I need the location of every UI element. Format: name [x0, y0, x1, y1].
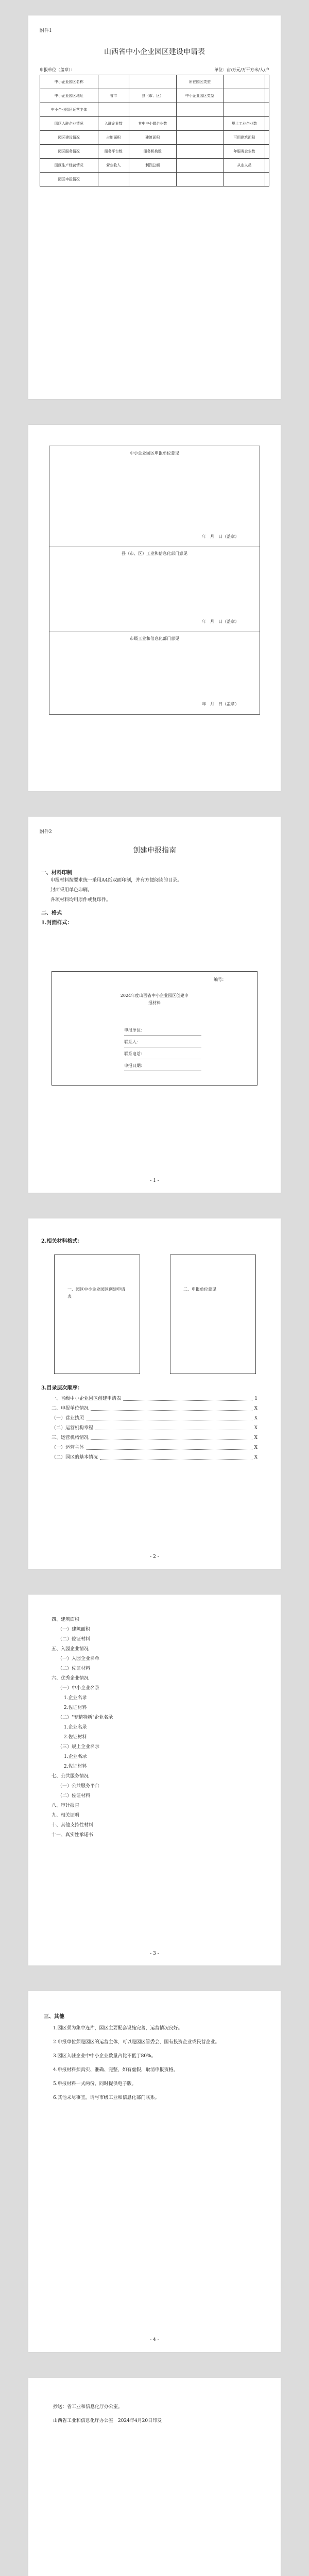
toc-leader [123, 1394, 252, 1401]
paragraph: 1.园区须为集中连片，园区主要配套设施完善，运营情况良好。 [53, 2026, 183, 2031]
table-cell [224, 89, 265, 103]
toc-entry-title: 三、运营机构情况 [52, 1435, 89, 1440]
paragraph: 2.申报单位须是园区的运营主体，可以是园区管委会、国有投资企业或民营企业。 [53, 2040, 220, 2045]
toc-entry-page: X [254, 1406, 258, 1411]
toc-line: （一）入园企业名单 [58, 1656, 100, 1662]
table-cell: 中小企业园区运营主体 [40, 103, 98, 117]
opinion-frame [49, 446, 260, 715]
toc-line: 五、入园企业情况 [52, 1647, 89, 1652]
toc-leader [100, 1453, 252, 1460]
signature-applicant: 年 月 日（盖章） [202, 534, 239, 539]
toc-entry [52, 1433, 258, 1443]
table-cell [224, 103, 265, 117]
application-table [40, 75, 269, 187]
table-cell: 服务平台数 [98, 145, 129, 159]
paragraph: 各项材料均用原件或复印件。 [50, 897, 111, 903]
paragraph-list [44, 2024, 265, 2103]
format-box-label: 二、申报单位意见 [183, 1287, 216, 1292]
toc-line: 八、审计报告 [52, 1803, 80, 1808]
page-title: 山西省中小企业园区建设申请表 [104, 48, 205, 56]
section-heading: 3.目录层次顺序： [41, 1385, 83, 1391]
toc-entry-page: X [254, 1445, 258, 1450]
table-cell: 园区建设情况 [40, 131, 98, 145]
table-cell: 规上工业企业数 [224, 117, 265, 131]
toc-line: （一）建筑面积 [58, 1627, 91, 1632]
cover-code: 编号： [214, 977, 226, 982]
toc-entry-title: （二）园区的基本情况 [52, 1455, 98, 1460]
section-heading: 三、其他 [44, 2014, 64, 2020]
opinion-header-city: 市级工业和信息化部门意见 [130, 636, 179, 641]
table-cell [98, 103, 129, 117]
toc-entry [52, 1453, 258, 1463]
toc-leader [86, 1414, 252, 1420]
table-row [40, 75, 269, 89]
paragraph: 抄送：省工业和信息化厅办公室。 [53, 2404, 123, 2410]
toc-entry-page: X [254, 1416, 258, 1421]
table-cell [265, 131, 269, 145]
table-cell: 营业收入 [98, 159, 129, 173]
page-number: - 2 - [150, 1554, 159, 1560]
table-cell [265, 173, 269, 187]
toc-line: （二）"专精特新"企业名录 [58, 1715, 113, 1720]
toc [41, 1394, 268, 1463]
table-cell [265, 159, 269, 173]
table-row [40, 89, 269, 103]
toc-entry [52, 1404, 258, 1414]
table-cell: 占地面积 [98, 131, 129, 145]
attachment-label: 附件1 [40, 28, 52, 33]
toc-leader [91, 1404, 252, 1411]
format-box-label: 一、园区中小企业园区创建申请表 [67, 1287, 125, 1299]
toc-entry-page: X [254, 1426, 258, 1431]
paragraph: 5.申报材料一式两份，同时提供电子版。 [53, 2081, 136, 2087]
table-cell [224, 75, 265, 89]
paragraph: 6.其他未尽事宜，请与市级工业和信息化部门联系。 [53, 2095, 160, 2100]
paragraph: 申报材料按要求统一采用A4纸双面印制，并有方便阅读的目录。 [50, 878, 182, 883]
table-cell [176, 145, 224, 159]
cover-field: 联系电话： [124, 1049, 201, 1059]
opinion-header-applicant: 中小企业园区申报单位意见 [130, 451, 179, 455]
table-cell: 年服务企业数 [224, 145, 265, 159]
section-heading: 二、格式 [41, 910, 62, 916]
toc-line: （一）中小企业名录 [58, 1686, 100, 1691]
table-cell: 中小企业园区名称 [40, 75, 98, 89]
toc-entry [52, 1443, 258, 1453]
section-heading: 一、材料印制 [41, 870, 72, 876]
toc-entry-title: 二、申报单位情况 [52, 1406, 89, 1411]
table-cell: 园区服务情况 [40, 145, 98, 159]
toc-line: 九、相关证明 [52, 1813, 80, 1818]
cover-title: 2024年度山西省中小企业园区创建申报材料 [120, 993, 189, 1005]
table-cell: 建筑面积 [129, 131, 176, 145]
page-5 [28, 1595, 281, 1965]
table-cell [265, 145, 269, 159]
table-cell [265, 103, 269, 117]
table-cell [176, 173, 224, 187]
paragraph-list [44, 2398, 265, 2426]
opinion-header-county: 县（市、区）工业和信息化部门意见 [122, 551, 187, 556]
toc-leader [95, 1423, 252, 1430]
section-heading: 1.封面样式： [41, 920, 73, 926]
cover-field: 联系人： [124, 1038, 201, 1047]
toc-continued [52, 1615, 258, 1840]
table-cell: 其中中小微企业数 [129, 117, 176, 131]
table-cell [265, 75, 269, 89]
header-left: 申报单位（盖章）： [40, 67, 75, 72]
cover-field: 申报单位： [124, 1026, 201, 1036]
toc-entry-page: 1 [254, 1396, 258, 1401]
header-right: 单位：亩/万元/万平方米/人/户 [214, 67, 269, 72]
toc-line: 七、公共服务情况 [52, 1774, 89, 1779]
table-cell [224, 173, 265, 187]
table-cell: 服务机构数 [129, 145, 176, 159]
toc-entry-title: （一）营业执照 [52, 1416, 84, 1421]
page-4 [28, 1218, 281, 1569]
table-cell: 县（市、区） [129, 89, 176, 103]
table-cell: 园区入驻企业情况 [40, 117, 98, 131]
toc-entry [52, 1423, 258, 1433]
toc-line: 十一、真实性承诺书 [52, 1833, 94, 1838]
table-cell: 从业人员 [224, 159, 265, 173]
page-number: - 3 - [150, 1951, 159, 1956]
page-number: - 1 - [150, 1178, 159, 1183]
table-cell: 利润总额 [129, 159, 176, 173]
table-row [40, 103, 269, 117]
page-3 [28, 817, 281, 1193]
table-cell: 中小企业园区类型 [176, 89, 224, 103]
toc-entry-title: 一、省级中小企业园区创建申请表 [52, 1396, 122, 1401]
table-cell [176, 131, 224, 145]
table-cell: 省市 [98, 89, 129, 103]
table-row [40, 117, 269, 131]
table-row [40, 173, 269, 187]
table-cell: 可用建筑面积 [224, 131, 265, 145]
signature-city: 年 月 日（盖章） [202, 702, 239, 706]
cover-sample [52, 971, 258, 1086]
table-cell: 入驻企业数 [98, 117, 129, 131]
page-7 [28, 2378, 281, 2576]
toc-line: 十、其他支持性材料 [52, 1823, 94, 1828]
table-cell: 所在园区类型 [176, 75, 224, 89]
toc-entry-title: （一）运营主体 [52, 1445, 84, 1450]
toc-line: 六、优秀企业情况 [52, 1676, 89, 1681]
toc-line: （二）佐证材料 [58, 1666, 91, 1671]
attachment-label: 附件2 [40, 829, 52, 835]
toc-line: 2.佐证材料 [64, 1705, 87, 1710]
toc-entry-title: （二）运营机构章程 [52, 1426, 94, 1431]
toc-leader [86, 1443, 252, 1450]
table-cell: 园区申报情况 [40, 173, 98, 187]
toc-leader [91, 1433, 252, 1440]
paragraph: 封面采用单色印刷。 [50, 888, 93, 893]
table-cell [98, 75, 129, 89]
paragraph: 3.园区入驻企业中中小企业数量占比不低于80%。 [53, 2054, 156, 2059]
table-cell [176, 103, 224, 117]
toc-line: （二）佐证材料 [58, 1637, 91, 1642]
page-6 [28, 1991, 281, 2352]
toc-line: （二）佐证材料 [58, 1793, 91, 1799]
table-cell [176, 159, 224, 173]
page-1 [28, 15, 281, 399]
toc-line: 2.佐证材料 [64, 1764, 87, 1769]
section-heading: 2.相关材料格式： [41, 1239, 83, 1244]
table-cell [129, 75, 176, 89]
toc-line: 1.企业名录 [64, 1754, 87, 1759]
cover-fields [124, 1026, 201, 1073]
table-cell [98, 173, 129, 187]
page-2 [28, 425, 281, 791]
table-cell [129, 173, 176, 187]
table-row [40, 145, 269, 159]
table-cell [129, 103, 176, 117]
table-cell [265, 89, 269, 103]
cover-field: 申报日期： [124, 1061, 201, 1071]
toc-entry [52, 1394, 258, 1404]
toc-entry-page: X [254, 1455, 258, 1460]
page-number: - 4 - [150, 2337, 159, 2343]
paragraph: 4.申报材料须真实、准确、完整，如有虚假，取消申报资格。 [53, 2067, 178, 2073]
format-box [54, 1255, 140, 1374]
toc-line: 四、建筑面积 [52, 1617, 80, 1622]
toc-line: （一）公共服务平台 [58, 1784, 100, 1789]
toc-entry-page: X [254, 1435, 258, 1440]
table-cell [265, 117, 269, 131]
table-cell: 中小企业园区地址 [40, 89, 98, 103]
page-title: 创建申报指南 [133, 846, 176, 855]
table-cell: 园区生产经营情况 [40, 159, 98, 173]
table-row [40, 131, 269, 145]
toc-entry [52, 1414, 258, 1423]
toc-line: 1.企业名录 [64, 1725, 87, 1730]
toc-line: 2.佐证材料 [64, 1735, 87, 1740]
paragraph: 山西省工业和信息化厅办公室 2024年4月20日印发 [53, 2418, 162, 2424]
table-row [40, 159, 269, 173]
toc-line: 1.企业名录 [64, 1696, 87, 1701]
toc-line: （三）规上企业名录 [58, 1744, 100, 1750]
signature-county: 年 月 日（盖章） [202, 619, 239, 624]
table-cell [176, 117, 224, 131]
format-box [170, 1255, 256, 1374]
